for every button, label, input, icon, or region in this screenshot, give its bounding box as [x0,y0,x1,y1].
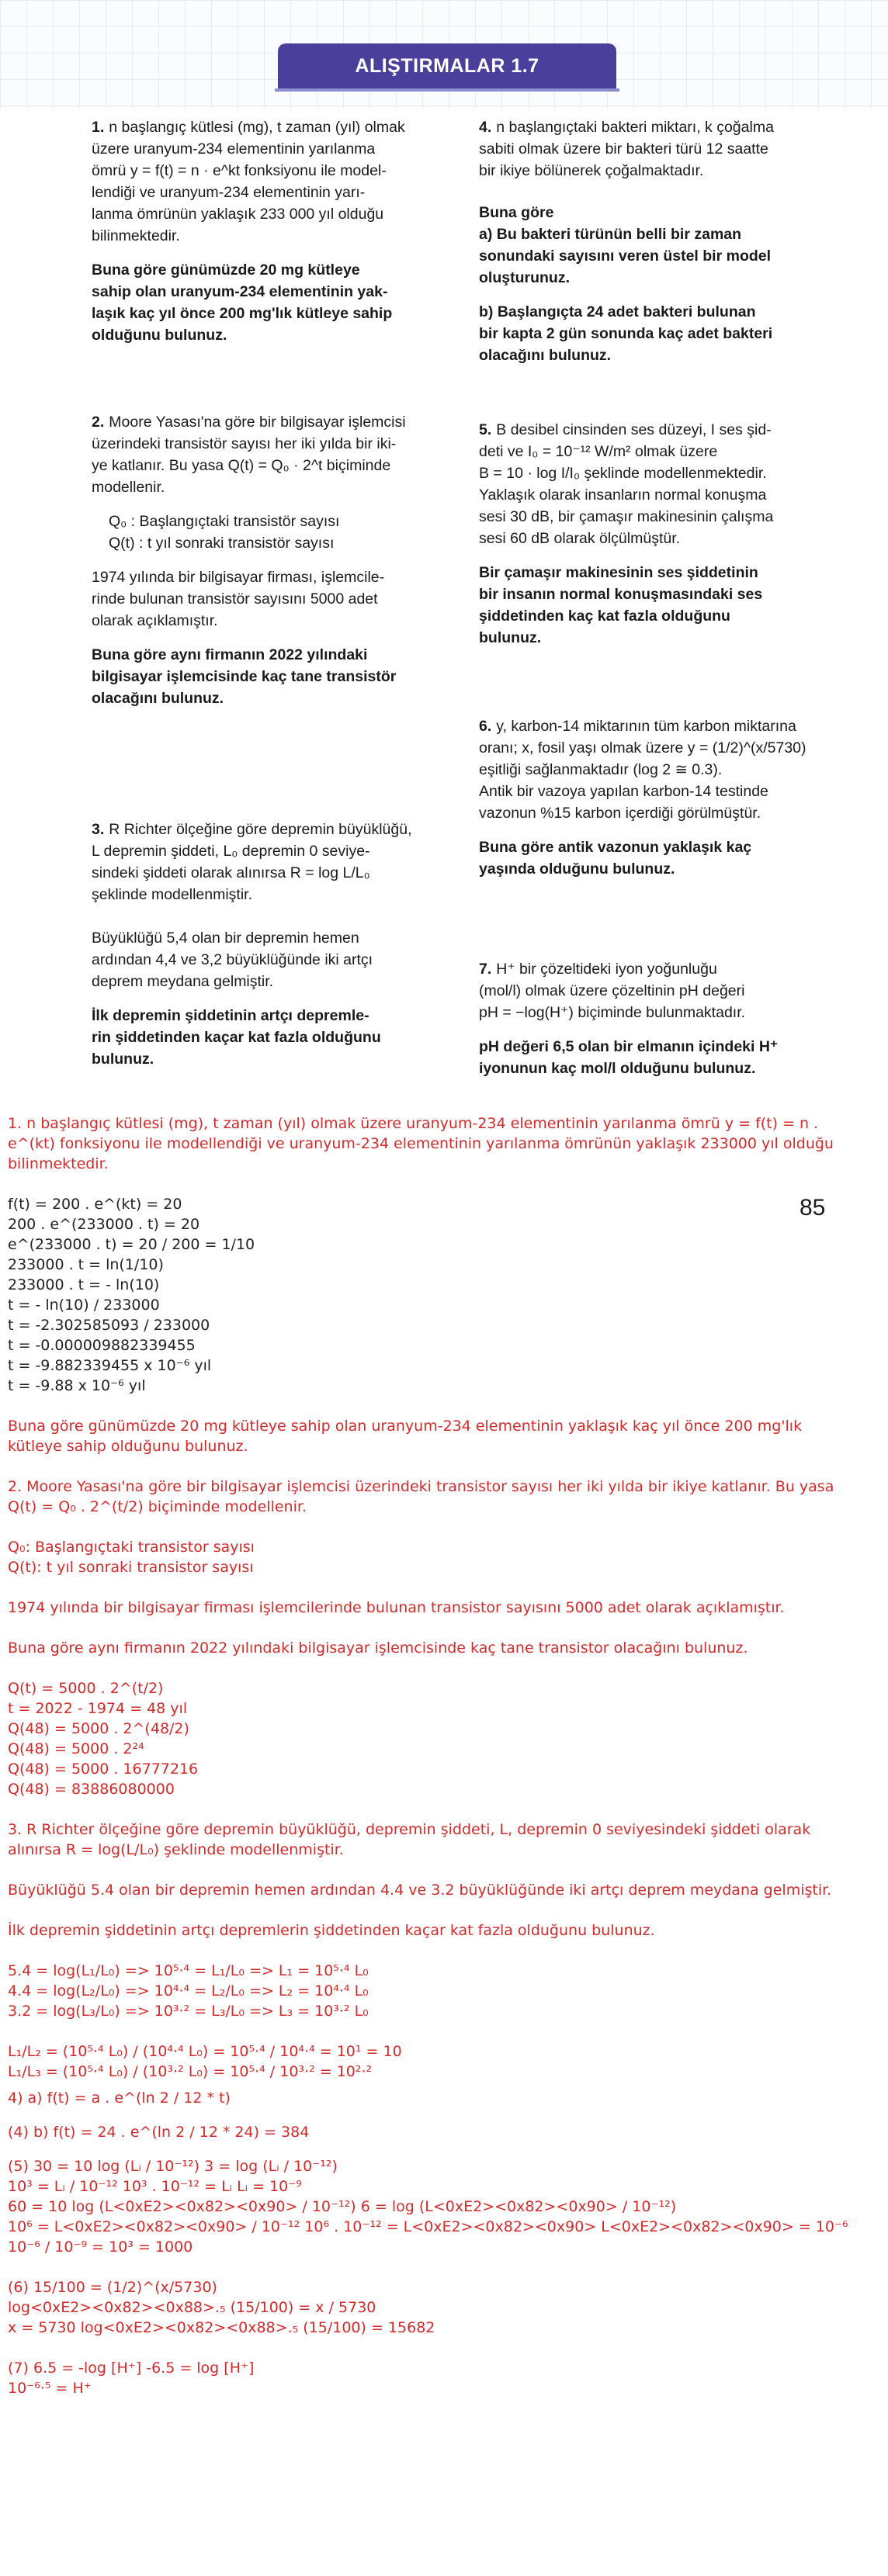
problem-question: Buna göre a) Bu bakteri türünün belli bir zaman sonundaki sayısını veren üstel bir model oluşturunuz. [479,204,772,286]
solution-1-intro: 1. n başlangıç kütlesi (mg), t zaman (yıl) olmak üzere uranyum-234 elementinin yarılanma ömrü y = f(t) = n . e^(kt) fonksiyonu ile modellendiği ve uranyum-234 elementinin yarılanma ömrünün yaklaşık 233000 yıl olduğu bilinmektedir. [8,1115,834,1172]
problem-number: 3. [92,821,105,838]
solution-3-question: İlk depremin şiddetinin artçı depremlerin şiddetinden kaçar kat fazla olduğunu bulunuz. [8,1922,655,1939]
solution-3-work: 5.4 = log(L₁/L₀) => 10⁵·⁴ = L₁/L₀ => L₁ = 10⁵·⁴ L₀ 4.4 = log(L₂/L₀) => 10⁴·⁴ = L₂/L₀ => L₂ = 10⁴·⁴ L₀ 3.2 = log(L₃/L₀) => 10³·² = L₃/L₀ => L₃ = 10³·² L₀ [8,1962,369,2020]
solution-2-question: Buna göre aynı firmanın 2022 yılındaki bilgisayar işlemcisinde kaç tane transistor olacağını bulunuz. [8,1639,748,1657]
problem-2: 2. Moore Yasası'na göre bir bilgisayar işlemcisi üzerindeki transistör sayısı her iki yılda bir iki- ye katlanır. Bu yasa Q(t) = Q₀ · 2^t biçiminde modellenir. Q₀ : Başlangıçtaki transistör sayısı Q(t) : t yıl sonraki transistör sayısı 1974 yılında bir bilgisayar firması, işlemcile- rinde bulunan transistör sayısını 5000 adet olarak açıklamıştır. Buna göre aynı firmanın 2022 yılındaki bilgisayar işlemcisinde kaç tane transistör olacağını bulunuz. [92,411,449,722]
page-number: 85 [800,1195,826,1220]
textbook-page [0,0,888,1086]
problem-question-b: b) Başlangıçta 24 adet bakteri bulunan bir kapta 2 gün sonunda kaç adet bakteri olacağını bulunuz. [479,303,773,364]
solution-1-work: f(t) = 200 . e^(kt) = 20 200 . e^(233000 . t) = 20 e^(233000 . t) = 20 / 200 = 1/10 233000 . t = ln(1/10) 233000 . t = - ln(10) t = - ln(10) / 233000 t = -2.302585093 / 233000 t = -0.000009882339455 t = -9.882339455 x 10⁻⁶ yıl t = -9.88 x 10⁻⁶ yıl [8,1196,255,1394]
solution-2-work: Q(t) = 5000 . 2^(t/2) t = 2022 - 1974 = 48 yıl Q(48) = 5000 . 2^(48/2) Q(48) = 5000 . 2²⁴ Q(48) = 5000 . 16777216 Q(48) = 83886080000 [8,1680,199,1798]
problem-number: 4. [479,119,492,136]
solution-5-work: (5) 30 = 10 log (Lᵢ / 10⁻¹²) 3 = log (Lᵢ / 10⁻¹²) 10³ = Lᵢ / 10⁻¹² 10³ . 10⁻¹² = Lᵢ Lᵢ = 10⁻⁹ 60 = 10 log (L<0xE2><0x82><0x90> / 10⁻¹²) 6 = log (L<0xE2><0x82><0x90> / 10⁻¹²) 10⁶ = L<0xE2><0x82><0x90> / 10⁻¹² 10⁶ . 10⁻¹² = L<0xE2><0x82><0x90> L<0xE2><0x82><0x90> = 10⁻⁶ 10⁻⁶ / 10⁻⁹ = 10³ = 1000 [8,2158,848,2256]
problem-3: 3. R Richter ölçeğine göre depremin büyüklüğü, L depremin şiddeti, L₀ depremin 0 seviye- sindeki şiddeti olarak alınırsa R = log L/L₀ şeklinde modellenmiştir. Büyüklüğü 5,4 olan bir depremin hemen ardından 4,4 ve 3,2 büyüklüğünde iki artçı deprem meydana gelmiştir. İlk depremin şiddetinin artçı depremle- rin şiddetinden kaçar kat fazla olduğunu bulunuz. [92,819,449,1082]
problem-7: 7. H⁺ bir çözeltideki iyon yoğunluğu (mol/l) olmak üzere çözeltinin pH değeri pH = −log(H⁺) biçiminde bulunmaktadır. pH değeri 6,5 olan bir elmanın içindeki H⁺ iyonunun kaç mol/l olduğunu bulunuz. [479,958,844,1092]
problem-number: 1. [92,119,105,136]
problem-6: 6. y, karbon-14 miktarının tüm karbon miktarına oranı; x, fosil yaşı olmak üzere y = (1/2)^(x/5730) eşitliği sağlanmaktadır (log 2 ≅ 0.3). Antik bir vazoya yapılan karbon-14 testinde vazonun %15 karbon içerdiği görülmüştür. Buna göre antik vazonun yaklaşık kaç yaşında olduğunu bulunuz. [479,715,844,892]
problem-text: n başlangıç kütlesi (mg), t zaman (yıl) olmak [109,119,405,136]
solution-6-work: (6) 15/100 = (1/2)^(x/5730) log<0xE2><0x82><0x88>.₅ (15/100) = x / 5730 x = 5730 log<0xE2><0x82><0x88>.₅ (15/100) = 15682 [8,2279,435,2336]
problem-question: Bir çamaşır makinesinin ses şiddetinin bir insanın normal konuşmasındaki ses şiddetinden kaç kat fazla olduğunu bulunuz. [479,564,763,646]
solution-7-work: (7) 6.5 = -log [H⁺] -6.5 = log [H⁺] 10⁻⁶·⁵ = H⁺ [8,2360,255,2397]
problem-question: Buna göre günümüzde 20 mg kütleye sahip olan uranyum-234 elementinin yak- laşık kaç yıl önce 200 mg'lık kütleye sahip olduğunu bulunuz. [92,261,393,344]
exercise-title: ALIŞTIRMALAR 1.7 [278,43,616,88]
problem-1: 1. n başlangıç kütlesi (mg), t zaman (yıl) olmak üzere uranyum-234 elementinin yarılanma ömrü y = f(t) = n · e^kt fonksiyonu ile model- lendiği ve uranyum-234 elementinin yarı- lanma ömrünün yaklaşık 233 000 yıl olduğu bilinmektedir. Buna göre günümüzde 20 mg kütleye sahip olan uranyum-234 elementinin yak- laşık kaç yıl önce 200 mg'lık kütleye sahip olduğunu bulunuz. [92,116,445,358]
problem-question: Buna göre antik vazonun yaklaşık kaç yaşında olduğunu bulunuz. [479,839,752,878]
solution-1-question: Buna göre günümüzde 20 mg kütleye sahip olan uranyum-234 elementinin yaklaşık kaç yıl önce 200 mg'lık kütleye sahip olduğunu bulunuz. [8,1418,803,1455]
problem-question: İlk depremin şiddetinin artçı depremle- rin şiddetinden kaçar kat fazla olduğunu bulunuz. [92,1007,381,1068]
solution-3-intro: 3. R Richter ölçeğine göre depremin büyüklüğü, depremin şiddeti, L, depremin 0 seviyesindeki şiddeti olarak alınırsa R = log(L/L₀) şeklinde modellenmiştir. [8,1821,811,1858]
solution-3-line: Büyüklüğü 5.4 olan bir depremin hemen ardından 4.4 ve 3.2 büyüklüğünde iki artçı deprem meydana gelmiştir. [8,1882,832,1899]
problem-number: 2. [92,414,105,431]
variable-definitions: Q₀ : Başlangıçtaki transistör sayısı Q(t) : t yıl sonraki transistör sayısı [109,513,340,552]
problem-4: 4. n başlangıçtaki bakteri miktarı, k çoğalma sabiti olmak üzere bir bakteri türü 12 saatte bir ikiye bölünerek çoğalmaktadır. Buna göre a) Bu bakteri türünün belli bir zaman sonundaki sayısını veren üstel bir model oluşturunuz. b) Başlangıçta 24 adet bakteri bulunan bir kapta 2 gün sonunda kaç adet bakteri olacağını bulunuz. [479,116,844,379]
problem-5: 5. B desibel cinsinden ses düzeyi, I ses şid- deti ve I₀ = 10⁻¹² W/m² olmak üzere B = 10 · log I/I₀ şeklinde modellenmektedir. Yaklaşık olarak insanların normal konuşma sesi 30 dB, bir çamaşır makinesinin çalışma sesi 60 dB olarak ölçülmüştür. Bir çamaşır makinesinin ses şiddetinin bir insanın normal konuşmasındaki ses şiddetinden kaç kat fazla olduğunu bulunuz. [479,419,844,661]
solution-2-line: 1974 yılında bir bilgisayar firması işlemcilerinde bulunan transistor sayısını 5000 adet olarak açıklamıştır. [8,1599,785,1616]
problem-number: 5. [479,421,492,438]
solution-4a: 4) a) f(t) = a . e^(ln 2 / 12 * t) [8,2090,231,2107]
solution-text [8,1113,862,2398]
problem-number: 6. [479,718,492,735]
solution-2-intro: 2. Moore Yasası'na göre bir bilgisayar işlemcisi üzerindeki transistor sayısı her iki yılda bir ikiye katlanır. Bu yasa Q(t) = Q₀ . 2^(t/2) biçiminde modellenir. [8,1478,834,1515]
problem-question: Buna göre aynı firmanın 2022 yılındaki bilgisayar işlemcisinde kaç tane transistör olacağını bulunuz. [92,646,397,707]
problem-number: 7. [479,961,492,978]
solution-3-ratios: L₁/L₂ = (10⁵·⁴ L₀) / (10⁴·⁴ L₀) = 10⁵·⁴ / 10⁴·⁴ = 10¹ = 10 L₁/L₃ = (10⁵·⁴ L₀) / (10³·² L₀) = 10⁵·⁴ / 10³·² = 10²·² [8,2043,402,2080]
solution-2-definitions: Q₀: Başlangıçtaki transistor sayısı Q(t): t yıl sonraki transistor sayısı [8,1539,255,1576]
solution-4b: (4) b) f(t) = 24 . e^(ln 2 / 12 * 24) = 384 [8,2124,310,2141]
problem-question: pH değeri 6,5 olan bir elmanın içindeki H⁺ iyonunun kaç mol/l olduğunu bulunuz. [479,1038,779,1077]
